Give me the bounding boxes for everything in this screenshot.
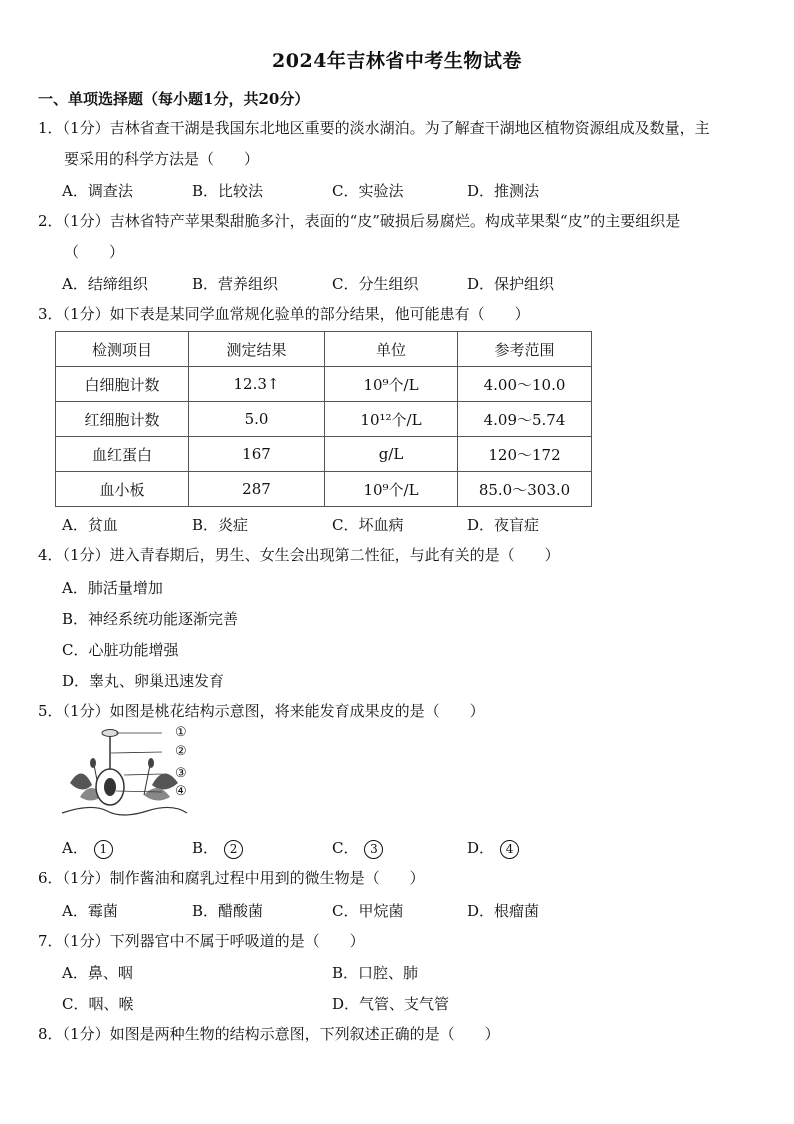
- question-2: [38, 206, 764, 268]
- table-cell: 12.3↑: [189, 367, 325, 402]
- question-6-options: [62, 900, 762, 924]
- circled-number: 2: [224, 840, 243, 859]
- table-cell: 红细胞计数: [56, 402, 189, 437]
- circled-number: 3: [364, 840, 383, 859]
- question-7-stem: 7．（1分）下列器官中不属于呼吸道的是（ ）: [38, 932, 365, 950]
- table-row: [56, 437, 592, 472]
- option-c[interactable]: [332, 837, 383, 859]
- table-cell: 血红蛋白: [56, 437, 189, 472]
- exam-title: 2024年吉林省中考生物试卷: [272, 50, 522, 72]
- option-a[interactable]: A．霉菌: [62, 902, 118, 920]
- figure-label: ②: [175, 744, 187, 759]
- question-5-options: [62, 837, 762, 861]
- table-cell: 10⁹个/L: [325, 367, 458, 402]
- table-row: [56, 402, 592, 437]
- option-b[interactable]: B．醋酸菌: [192, 902, 264, 920]
- table-cell: 白细胞计数: [56, 367, 189, 402]
- question-4-stem: 4．（1分）进入青春期后，男生、女生会出现第二性征，与此有关的是（ ）: [38, 546, 560, 564]
- option-letter: A．: [62, 839, 88, 857]
- option-letter: B．: [192, 839, 219, 857]
- question-3-options: [62, 514, 762, 538]
- option-c[interactable]: C．心脏功能增强: [62, 641, 179, 659]
- table-cell: 10¹²个/L: [325, 402, 458, 437]
- option-letter: C．: [332, 839, 359, 857]
- question-8-stem: 8．（1分）如图是两种生物的结构示意图，下列叙述正确的是（ ）: [38, 1025, 500, 1043]
- question-3-stem: 3．（1分）如下表是某同学血常规化验单的部分结果，他可能患有（ ）: [38, 305, 530, 323]
- option-a[interactable]: [62, 837, 113, 859]
- table-cell: 120～172: [458, 437, 592, 472]
- table-header: 单位: [325, 332, 458, 367]
- option-d[interactable]: D．推测法: [467, 182, 540, 200]
- question-4: [38, 540, 764, 571]
- option-letter: D．: [467, 839, 495, 857]
- option-a[interactable]: A．肺活量增加: [62, 579, 163, 597]
- figure-label: ④: [175, 784, 187, 799]
- option-c[interactable]: C．分生组织: [332, 275, 419, 293]
- option-c[interactable]: C．坏血病: [332, 516, 404, 534]
- option-a[interactable]: A．鼻、咽: [62, 964, 133, 982]
- circled-number: 4: [500, 840, 519, 859]
- figure-label: ③: [175, 766, 187, 781]
- question-6-stem: 6．（1分）制作酱油和腐乳过程中用到的微生物是（ ）: [38, 869, 425, 887]
- question-7-options-row2: [62, 993, 762, 1017]
- option-b[interactable]: B．营养组织: [192, 275, 279, 293]
- question-1-options: [62, 180, 762, 204]
- option-b[interactable]: B．神经系统功能逐渐完善: [62, 610, 239, 628]
- option-b[interactable]: B．口腔、肺: [332, 964, 419, 982]
- table-header: 测定结果: [189, 332, 325, 367]
- table-cell: 85.0～303.0: [458, 472, 592, 507]
- blood-test-table: [55, 331, 592, 507]
- table-header: 参考范围: [458, 332, 592, 367]
- table-cell: 167: [189, 437, 325, 472]
- option-a[interactable]: A．贫血: [62, 516, 118, 534]
- section-heading: 一、单项选择题（每小题1分，共20分）: [38, 90, 310, 108]
- table-cell: 血小板: [56, 472, 189, 507]
- table-cell: 287: [189, 472, 325, 507]
- table-cell: 5.0: [189, 402, 325, 437]
- option-d[interactable]: D．夜盲症: [467, 516, 540, 534]
- option-d[interactable]: D．保护组织: [467, 275, 555, 293]
- table-cell: g/L: [325, 437, 458, 472]
- question-3: [38, 299, 764, 330]
- question-1: [38, 113, 764, 175]
- question-2-stem-cont: （ ）: [64, 243, 125, 261]
- table-cell: 10⁹个/L: [325, 472, 458, 507]
- option-d[interactable]: D．气管、支气管: [332, 995, 450, 1013]
- option-c[interactable]: C．甲烷菌: [332, 902, 404, 920]
- option-d[interactable]: D．睾丸、卵巢迅速发育: [62, 672, 225, 690]
- option-a[interactable]: A．结缔组织: [62, 275, 148, 293]
- circled-number: 1: [94, 840, 113, 859]
- option-b[interactable]: B．炎症: [192, 516, 249, 534]
- table-header-row: [56, 332, 592, 367]
- option-d[interactable]: D．根瘤菌: [467, 902, 540, 920]
- option-b[interactable]: [192, 837, 243, 859]
- question-5: [38, 696, 764, 727]
- table-row: [56, 367, 592, 402]
- table-cell: 4.09～5.74: [458, 402, 592, 437]
- question-1-stem-cont: 要采用的科学方法是（ ）: [64, 150, 260, 168]
- table-header: 检测项目: [56, 332, 189, 367]
- question-2-stem: 2．（1分）吉林省特产苹果梨甜脆多汁，表面的“皮”破损后易腐烂。构成苹果梨“皮”的主要组织是: [38, 212, 681, 230]
- question-1-stem: 1．（1分）吉林省查干湖是我国东北地区重要的淡水湖泊。为了解查干湖地区植物资源组成及数量，主: [38, 119, 710, 137]
- table-row: [56, 472, 592, 507]
- option-b[interactable]: B．比较法: [192, 182, 264, 200]
- figure-label: ①: [175, 725, 187, 740]
- option-c[interactable]: C．咽、喉: [62, 995, 134, 1013]
- question-6: [38, 863, 764, 894]
- option-d[interactable]: [467, 837, 519, 859]
- option-a[interactable]: A．调查法: [62, 182, 133, 200]
- option-c[interactable]: C．实验法: [332, 182, 404, 200]
- question-2-options: [62, 273, 762, 297]
- table-cell: 4.00～10.0: [458, 367, 592, 402]
- question-5-stem: 5．（1分）如图是桃花结构示意图，将来能发育成果皮的是（ ）: [38, 702, 485, 720]
- question-8: [38, 1019, 764, 1050]
- question-7-options-row1: [62, 962, 762, 986]
- peach-flower-figure: [52, 725, 202, 829]
- question-7: [38, 926, 764, 957]
